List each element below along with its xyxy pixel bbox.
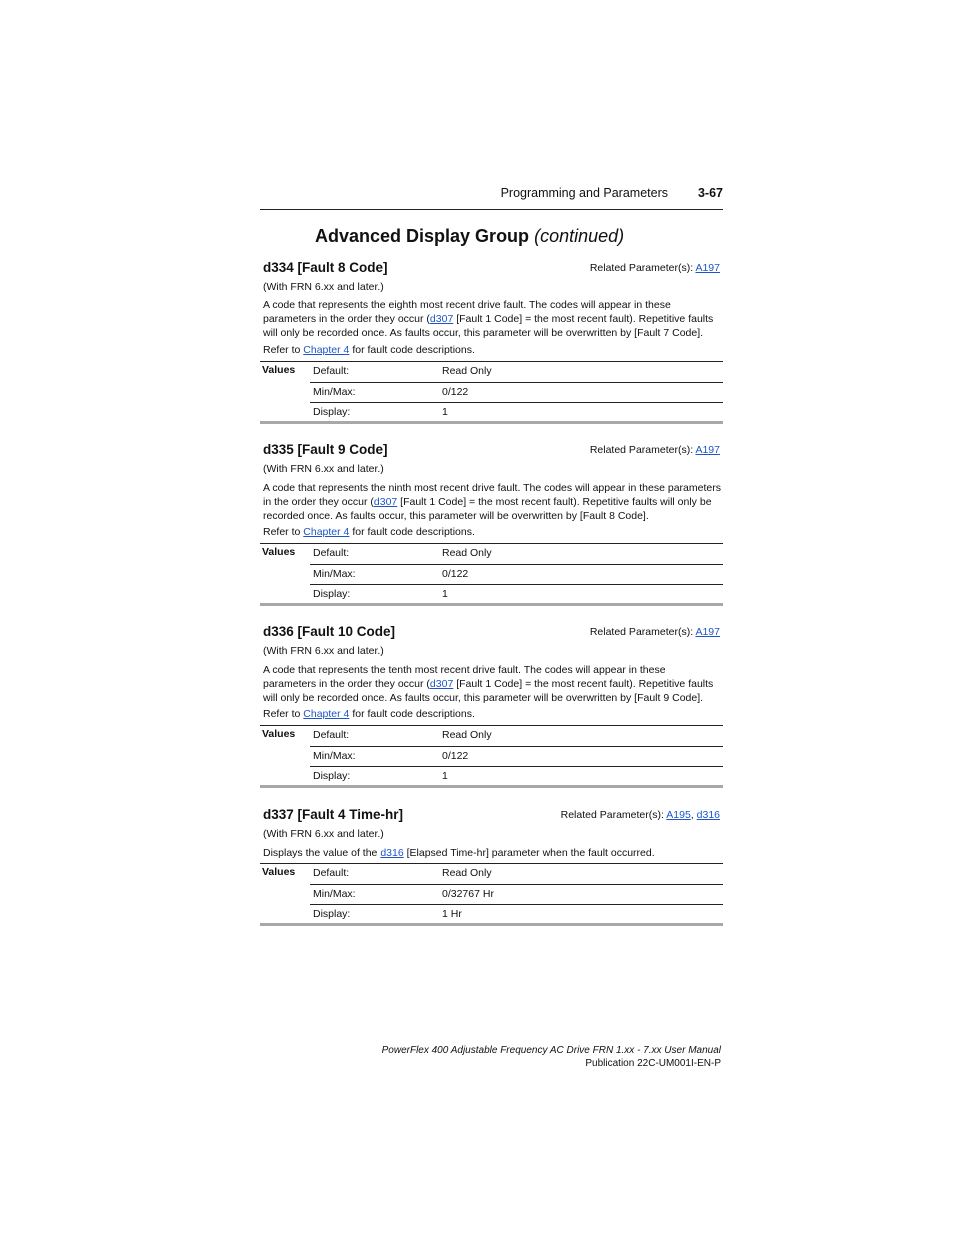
related-link[interactable]: A197: [695, 626, 720, 638]
manual-title: PowerFlex 400 Adjustable Frequency AC Drive FRN 1.xx - 7.xx User Manual: [381, 1045, 721, 1056]
page-footer: [382, 1044, 721, 1070]
desc-link[interactable]: d316: [380, 847, 404, 859]
values-table: [260, 543, 723, 606]
desc-link[interactable]: d307: [429, 313, 454, 326]
minmax-key: Min/Max:: [313, 386, 356, 398]
refer-note: [263, 708, 475, 720]
desc-link[interactable]: d307: [429, 678, 454, 691]
desc-text: A code that represents the ninth most recent drive fault. The codes will appear in these parameters in the order they occur (: [263, 482, 721, 509]
default-row: [310, 726, 723, 746]
refer-note: [263, 344, 475, 356]
values-label: Values: [262, 866, 296, 878]
default-row: [310, 544, 723, 564]
default-value: Read Only: [442, 867, 492, 879]
default-value: Read Only: [442, 729, 492, 741]
minmax-value: 0/122: [442, 750, 469, 762]
display-row: [310, 766, 723, 787]
refer-text: Refer to: [263, 708, 304, 720]
section-title: Programming and Parameters: [500, 186, 668, 200]
related-label: Related Parameter(s):: [589, 444, 694, 456]
refer-note: [263, 526, 475, 538]
desc-text: A code that represents the tenth most recent drive fault. The codes will appear in these parameters in the order they occur (: [263, 664, 666, 691]
desc-text: [Elapsed Time-hr] parameter when the fault occurred.: [403, 847, 655, 859]
desc-text: [Fault 1 Code] = the most recent fault). Repetitive faults will only be recorded once. As faults occur, this parameter will be overwritten by [Fault 9 Code].: [263, 678, 714, 705]
display-key: Display:: [313, 406, 351, 418]
values-label: Values: [262, 728, 296, 740]
param-description: [263, 298, 721, 341]
frn-note: (With FRN 6.xx and later.): [263, 281, 384, 293]
publication-number: Publication 22C-UM001I-EN-P: [585, 1058, 721, 1069]
default-row: [310, 864, 723, 884]
refer-text: Refer to: [263, 344, 304, 356]
minmax-value: 0/122: [442, 568, 469, 580]
related-label: Related Parameter(s):: [560, 809, 664, 821]
frn-note: (With FRN 6.xx and later.): [263, 463, 384, 475]
values-table: [260, 725, 723, 788]
related-label: Related Parameter(s):: [589, 626, 694, 638]
related-link[interactable]: d316: [696, 809, 720, 821]
desc-text: Displays the value of the: [263, 847, 381, 859]
values-table: [260, 361, 723, 424]
refer-text: for fault code descriptions.: [349, 344, 475, 356]
minmax-value: 0/32767 Hr: [442, 888, 494, 900]
minmax-row: [310, 382, 723, 403]
refer-text: for fault code descriptions.: [349, 708, 475, 720]
display-value: 1: [442, 770, 448, 782]
values-label: Values: [262, 364, 296, 376]
refer-text: Refer to: [263, 526, 304, 538]
related-link[interactable]: A197: [695, 262, 720, 274]
values-label: Values: [262, 546, 296, 558]
param-description: [263, 663, 721, 706]
page-number: 3-67: [697, 186, 723, 200]
param-title: d337 [Fault 4 Time-hr]: [263, 807, 404, 822]
related-params: [590, 626, 720, 638]
display-key: Display:: [313, 588, 351, 600]
display-key: Display:: [313, 770, 351, 782]
minmax-key: Min/Max:: [313, 568, 356, 580]
minmax-row: [310, 564, 723, 585]
frn-note: (With FRN 6.xx and later.): [263, 645, 384, 657]
param-description: [263, 481, 721, 524]
desc-text: [Fault 1 Code] = the most recent fault). Repetitive faults will only be recorded once. As faults occur, this parameter will be overwritten by [Fault 8 Code].: [263, 496, 712, 523]
display-key: Display:: [313, 908, 351, 920]
display-row: [310, 904, 723, 925]
related-link[interactable]: A197: [695, 444, 720, 456]
minmax-value: 0/122: [442, 386, 469, 398]
chapter-link[interactable]: Chapter 4: [303, 344, 350, 356]
default-key: Default:: [313, 365, 350, 377]
default-key: Default:: [313, 867, 350, 879]
group-title-main: Advanced Display Group: [315, 226, 530, 246]
group-title: [315, 226, 624, 247]
related-params: [590, 444, 720, 456]
related-label: Related Parameter(s):: [589, 262, 694, 274]
display-row: [310, 402, 723, 423]
minmax-key: Min/Max:: [313, 888, 356, 900]
values-table: [260, 863, 723, 926]
display-value: 1: [442, 588, 448, 600]
display-value: 1: [442, 406, 448, 418]
desc-link[interactable]: d307: [373, 496, 398, 509]
group-title-suffix: (continued): [534, 226, 625, 246]
param-title: d336 [Fault 10 Code]: [263, 624, 396, 639]
related-params: Related Parameter(s): A195, d316: [560, 809, 720, 821]
related-link[interactable]: A195: [666, 809, 691, 821]
default-key: Default:: [313, 729, 350, 741]
chapter-link[interactable]: Chapter 4: [303, 708, 350, 720]
minmax-row: [310, 746, 723, 767]
default-row: [310, 362, 723, 382]
frn-note: (With FRN 6.xx and later.): [263, 828, 384, 840]
param-title: d334 [Fault 8 Code]: [263, 260, 388, 275]
display-row: [310, 584, 723, 605]
related-params: [590, 262, 720, 274]
default-value: Read Only: [442, 547, 492, 559]
page-header: [260, 185, 723, 210]
desc-text: [Fault 1 Code] = the most recent fault). Repetitive faults will only be recorded once. As faults occur, this parameter will be overwritten by [Fault 7 Code].: [263, 313, 714, 340]
param-description: [263, 846, 721, 860]
minmax-key: Min/Max:: [313, 750, 356, 762]
chapter-link[interactable]: Chapter 4: [303, 526, 350, 538]
default-value: Read Only: [442, 365, 492, 377]
minmax-row: [310, 884, 723, 905]
param-title: d335 [Fault 9 Code]: [263, 442, 388, 457]
refer-text: for fault code descriptions.: [349, 526, 475, 538]
default-key: Default:: [313, 547, 350, 559]
desc-text: A code that represents the eighth most recent drive fault. The codes will appear in these parameters in the order they occur (: [263, 299, 671, 326]
display-value: 1 Hr: [442, 908, 462, 920]
